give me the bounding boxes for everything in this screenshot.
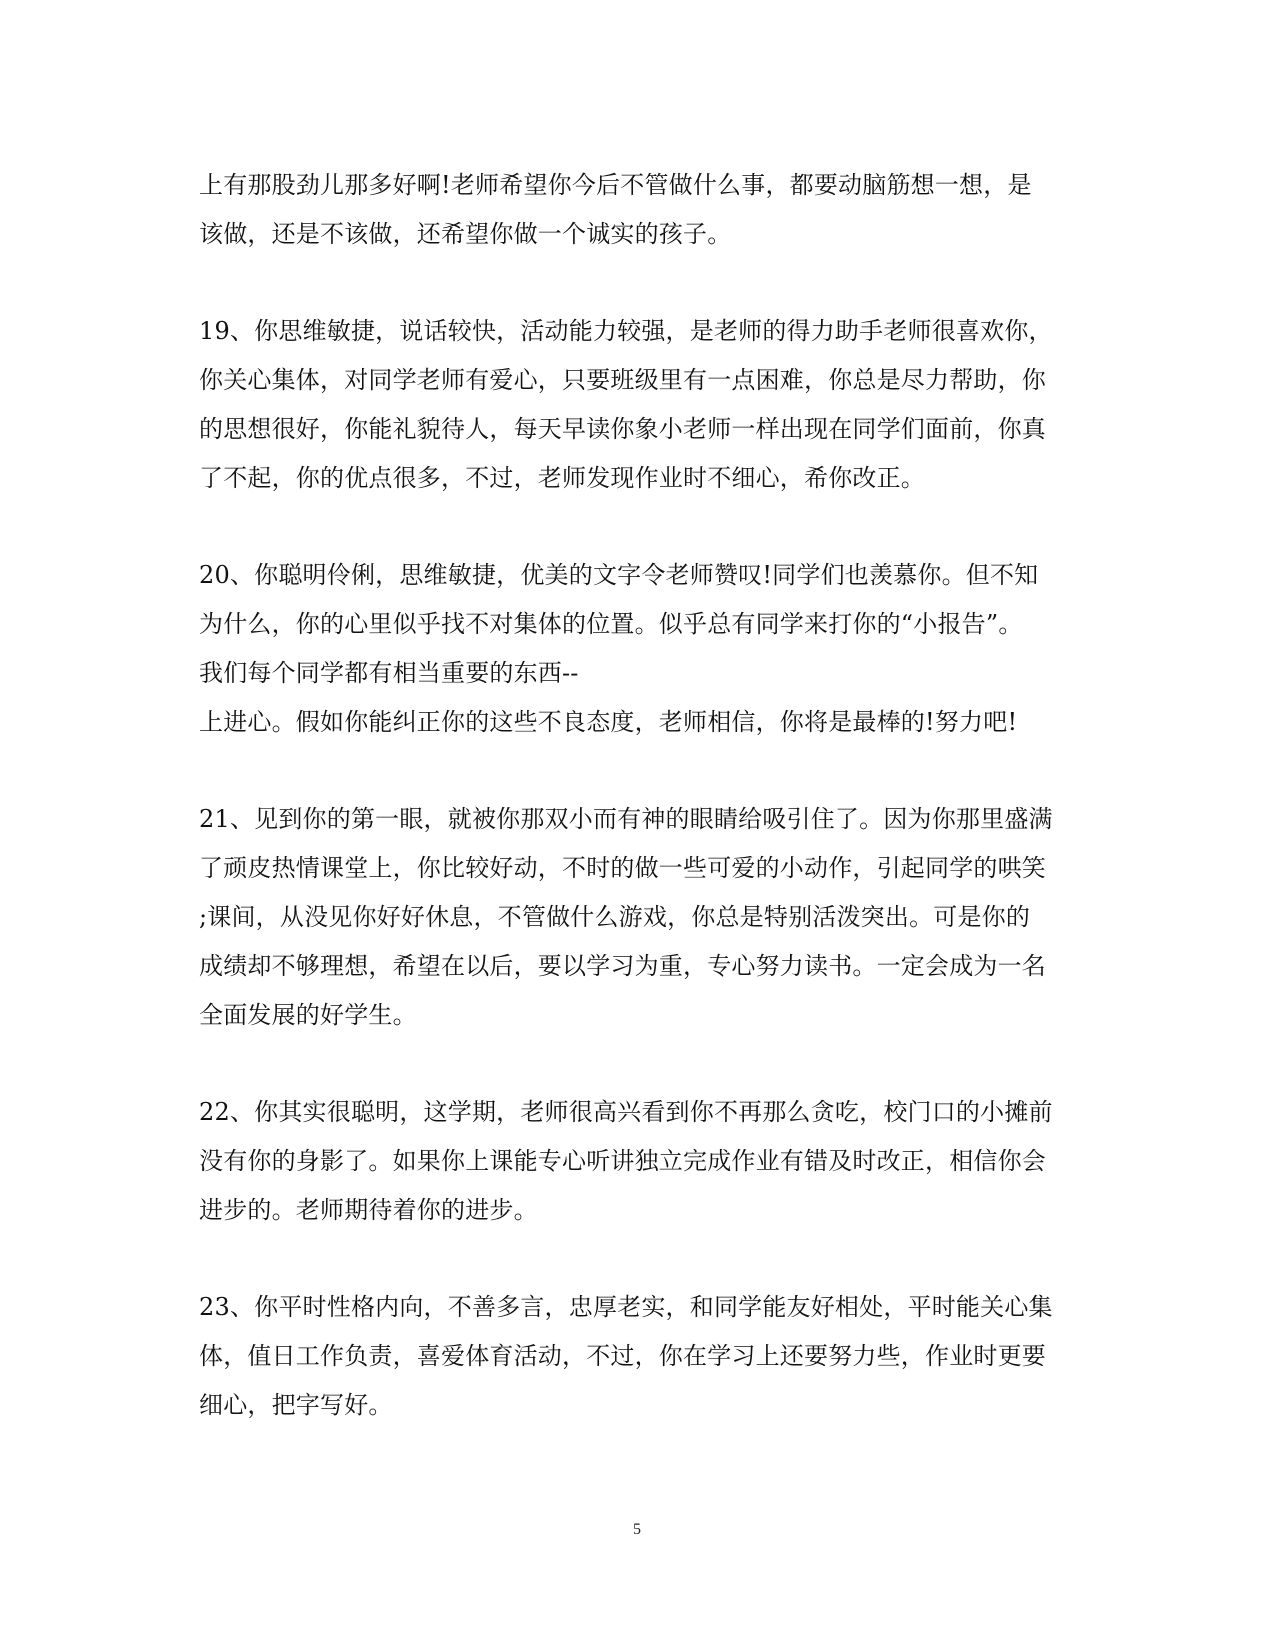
text-line: 的思想很好，你能礼貌待人，每天早读你象小老师一样出现在同学们面前，你真 xyxy=(199,415,1046,443)
text-line: 了顽皮热情课堂上，你比较好动，不时的做一些可爱的小动作，引起同学的哄笑 xyxy=(199,854,1046,882)
page-number: 5 xyxy=(633,1521,641,1538)
paragraph-comment-22 xyxy=(199,1088,1079,1235)
text-line: 没有你的身影了。如果你上课能专心听讲独立完成作业有错及时改正，相信你会 xyxy=(199,1147,1046,1175)
text-line: 上进心。假如你能纠正你的这些不良态度，老师相信，你将是最棒的!努力吧! xyxy=(199,708,1018,736)
paragraph-gap xyxy=(199,1235,1079,1283)
text-line: 了不起，你的优点很多，不过，老师发现作业时不细心，希你改正。 xyxy=(199,464,925,492)
paragraph-gap xyxy=(199,1040,1079,1088)
paragraph-comment-21 xyxy=(199,795,1079,1040)
paragraph-comment-20 xyxy=(199,551,1079,747)
text-line: 19、你思维敏捷，说话较快，活动能力较强，是老师的得力助手老师很喜欢你， xyxy=(199,317,1053,345)
text-line: 我们每个同学都有相当重要的东西-- xyxy=(199,659,579,687)
document-body xyxy=(199,161,1079,1430)
text-line: 为什么，你的心里似乎找不对集体的位置。似乎总有同学来打你的“小报告”。 xyxy=(199,610,1023,638)
text-line: 你关心集体，对同学老师有爱心，只要班级里有一点困难，你总是尽力帮助，你 xyxy=(199,366,1046,394)
paragraph-gap xyxy=(199,503,1079,551)
text-line: 全面发展的好学生。 xyxy=(199,1001,417,1029)
text-line: 21、见到你的第一眼，就被你那双小而有神的眼睛给吸引住了。因为你那里盛满 xyxy=(199,805,1053,833)
text-line: 该做，还是不该做，还希望你做一个诚实的孩子。 xyxy=(199,220,732,248)
text-line: 23、你平时性格内向，不善多言，忠厚老实，和同学能友好相处，平时能关心集 xyxy=(199,1293,1053,1321)
text-line: ;课间，从没见你好好休息，不管做什么游戏，你总是特别活泼突出。可是你的 xyxy=(199,903,1031,931)
text-line: 22、你其实很聪明，这学期，老师很高兴看到你不再那么贪吃，校门口的小摊前 xyxy=(199,1098,1053,1126)
paragraph-gap xyxy=(199,259,1079,307)
paragraph-gap xyxy=(199,747,1079,795)
text-line: 细心，把字写好。 xyxy=(199,1391,393,1419)
text-line: 体，值日工作负责，喜爱体育活动，不过，你在学习上还要努力些，作业时更要 xyxy=(199,1342,1046,1370)
text-line: 上有那股劲儿那多好啊!老师希望你今后不管做什么事，都要动脑筋想一想，是 xyxy=(199,171,1032,199)
paragraph-continuation xyxy=(199,161,1079,259)
text-line: 20、你聪明伶俐，思维敏捷，优美的文字令老师赞叹!同学们也羡慕你。但不知 xyxy=(199,561,1039,589)
text-line: 成绩却不够理想，希望在以后，要以学习为重，专心努力读书。一定会成为一名 xyxy=(199,952,1046,980)
paragraph-comment-19 xyxy=(199,307,1079,503)
text-line: 进步的。老师期待着你的进步。 xyxy=(199,1196,538,1224)
paragraph-comment-23 xyxy=(199,1283,1079,1430)
